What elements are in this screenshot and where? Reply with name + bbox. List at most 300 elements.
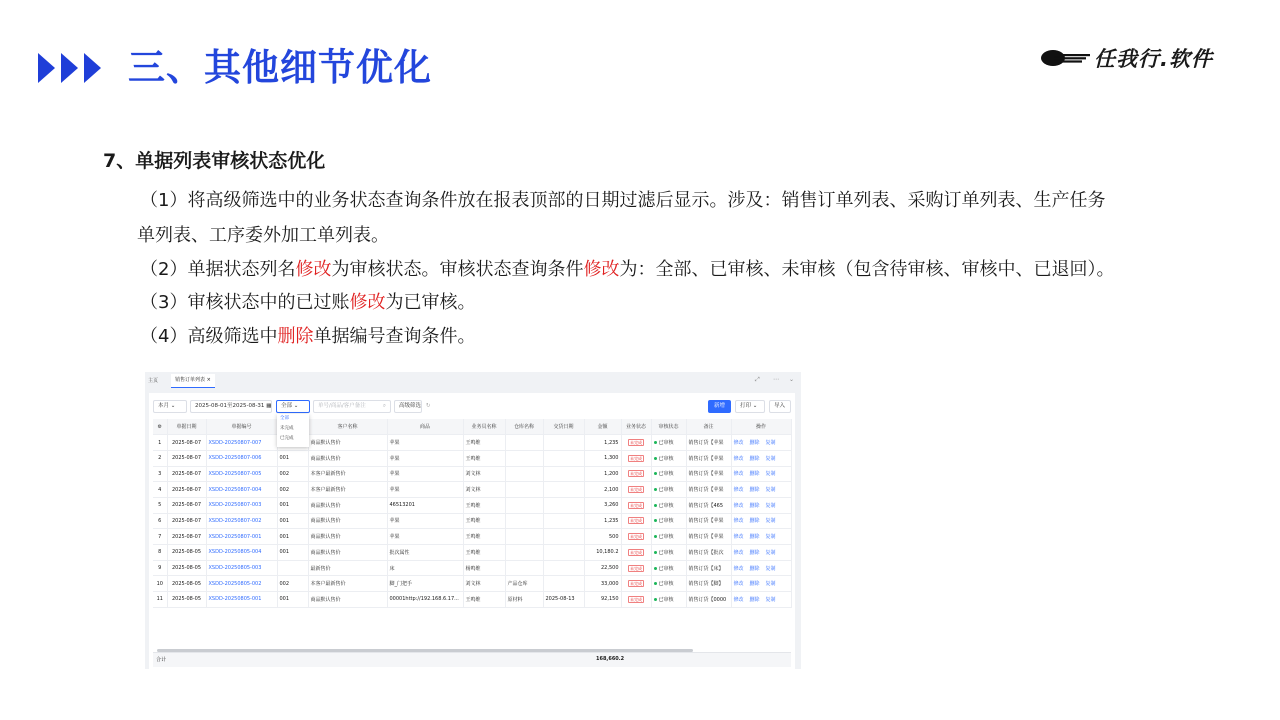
table-row[interactable] xyxy=(153,497,791,513)
row-business-status xyxy=(621,560,651,576)
row-warehouse xyxy=(505,435,543,451)
row-business-status xyxy=(621,513,651,529)
dropdown-option-unfinished[interactable]: 未完成 xyxy=(280,426,294,431)
copy-button[interactable]: 复制 xyxy=(765,596,776,603)
row-warehouse xyxy=(505,529,543,545)
row-salesperson: 杨鸣维 xyxy=(463,560,505,576)
row-salesperson: 刘文林 xyxy=(463,466,505,482)
row-amount: 1,235 xyxy=(584,435,621,451)
p2-highlight-modify-1: 修改 xyxy=(295,259,332,280)
copy-button[interactable]: 复制 xyxy=(765,565,776,572)
row-actions xyxy=(731,576,791,592)
row-amount: 2,100 xyxy=(584,482,621,498)
edit-button[interactable]: 修改 xyxy=(733,455,744,462)
row-amount: 22,500 xyxy=(584,560,621,576)
row-goods: 苹果 xyxy=(387,466,463,482)
row-number: 11 xyxy=(153,592,167,608)
row-goods: 00001http://192.168.6.17... xyxy=(387,592,463,608)
title-arrows-icon xyxy=(38,53,101,83)
row-date: 2025-08-05 xyxy=(167,545,206,561)
copy-button[interactable]: 复制 xyxy=(765,581,776,588)
p4-text-a: （4）高级筛选中 xyxy=(140,326,278,347)
row-audit-status xyxy=(651,560,686,576)
row-audit-status xyxy=(651,450,686,466)
dropdown-option-all[interactable]: 全部 xyxy=(280,416,289,421)
row-warehouse xyxy=(505,513,543,529)
period-select-value: 本月 xyxy=(158,403,170,409)
search-input[interactable] xyxy=(313,400,391,413)
row-salesperson: 王鸣维 xyxy=(463,513,505,529)
row-order-code-link[interactable]: XSDD-20250807-002 xyxy=(206,513,277,529)
status-dot-icon xyxy=(654,472,657,475)
row-due-date xyxy=(543,497,584,513)
audit-status-text: 已审核 xyxy=(658,518,674,525)
status-dot-icon xyxy=(654,535,657,538)
audit-status-text: 已审核 xyxy=(658,549,674,556)
row-customer-name: 本客户最新售价 xyxy=(308,482,387,498)
row-salesperson: 刘文林 xyxy=(463,482,505,498)
row-order-code-link[interactable]: XSDD-20250805-002 xyxy=(206,576,277,592)
row-audit-status xyxy=(651,576,686,592)
expand-icon[interactable]: ⤢ xyxy=(755,376,760,383)
print-button-label: 打印 xyxy=(740,403,752,409)
p2-text-e: 为：全部、已审核、未审核（包含待审核、审核中、已退回）。 xyxy=(619,259,1115,280)
row-goods: 苹果 xyxy=(387,529,463,545)
row-warehouse xyxy=(505,466,543,482)
audit-status-text: 已审核 xyxy=(658,471,674,478)
row-order-code-link[interactable]: XSDD-20250805-001 xyxy=(206,592,277,608)
edit-button[interactable]: 修改 xyxy=(733,518,744,525)
row-actions xyxy=(731,466,791,482)
row-remark: 销售订货【批次 xyxy=(686,545,731,561)
row-amount: 1,235 xyxy=(584,513,621,529)
import-button[interactable]: 导入 xyxy=(769,400,791,413)
row-actions xyxy=(731,513,791,529)
row-business-status xyxy=(621,466,651,482)
row-actions xyxy=(731,529,791,545)
status-dot-icon xyxy=(654,567,657,570)
row-customer-name: 商品默认售价 xyxy=(308,513,387,529)
row-remark: 销售订货【0000 xyxy=(686,592,731,608)
p2-highlight-modify-2: 修改 xyxy=(583,259,620,280)
status-badge: 未完成 xyxy=(630,440,642,446)
order-table xyxy=(153,419,792,608)
row-warehouse: 原材料 xyxy=(505,592,543,608)
edit-button[interactable]: 修改 xyxy=(733,596,744,603)
row-remark: 销售订货【脚】 xyxy=(686,576,731,592)
row-business-status xyxy=(621,545,651,561)
row-audit-status xyxy=(651,545,686,561)
row-goods: 46513201 xyxy=(387,497,463,513)
audit-status-text: 已审核 xyxy=(658,487,674,494)
copy-button[interactable]: 复制 xyxy=(765,487,776,494)
row-customer-name: 商品默认售价 xyxy=(308,529,387,545)
row-date: 2025-08-05 xyxy=(167,560,206,576)
row-due-date xyxy=(543,450,584,466)
table-header xyxy=(153,419,791,435)
status-badge: 未完成 xyxy=(630,565,642,571)
tab-home[interactable]: 主页 xyxy=(148,378,159,384)
advanced-filter-button[interactable]: 高级筛选 xyxy=(394,400,422,413)
row-order-code-link[interactable]: XSDD-20250807-007 xyxy=(206,435,277,451)
audit-status-text: 已审核 xyxy=(658,440,674,447)
row-actions xyxy=(731,482,791,498)
list-panel xyxy=(149,393,795,669)
row-due-date xyxy=(543,466,584,482)
copy-button[interactable]: 复制 xyxy=(765,534,776,541)
edit-button[interactable]: 修改 xyxy=(733,502,744,509)
delete-button[interactable]: 删除 xyxy=(749,502,760,509)
row-order-code-link[interactable]: XSDD-20250805-003 xyxy=(206,560,277,576)
date-range-picker[interactable] xyxy=(190,400,272,413)
row-number: 5 xyxy=(153,497,167,513)
col-header-code[interactable]: 单据编号 xyxy=(206,419,277,435)
footer-total-amount: 168,660.2 xyxy=(596,656,625,662)
chevron-down-icon: ⌄ xyxy=(293,403,299,409)
status-dot-icon xyxy=(654,598,657,601)
table-row[interactable] xyxy=(153,592,791,608)
audit-status-text: 已审核 xyxy=(658,581,674,588)
p4-highlight-delete: 删除 xyxy=(277,326,314,347)
print-button[interactable] xyxy=(735,400,765,413)
row-salesperson: 刘文林 xyxy=(463,576,505,592)
logo-text: 任我行.软件 xyxy=(1094,47,1213,71)
section-heading: 7、单据列表审核状态优化 xyxy=(103,150,326,172)
status-dot-icon xyxy=(654,488,657,491)
row-actions xyxy=(731,450,791,466)
row-amount: 1,200 xyxy=(584,466,621,482)
p3-highlight-modify: 修改 xyxy=(349,292,386,313)
row-date: 2025-08-05 xyxy=(167,592,206,608)
delete-button[interactable]: 删除 xyxy=(749,534,760,541)
row-customer-name: 商品默认售价 xyxy=(308,450,387,466)
row-actions xyxy=(731,435,791,451)
row-order-code-link[interactable]: XSDD-20250807-003 xyxy=(206,497,277,513)
row-number: 2 xyxy=(153,450,167,466)
p3-text-c: 为已审核。 xyxy=(385,292,476,313)
status-badge: 未完成 xyxy=(630,549,642,555)
col-header-amount[interactable]: 金额 xyxy=(584,419,621,435)
row-business-status xyxy=(621,576,651,592)
row-audit-status xyxy=(651,529,686,545)
row-due-date xyxy=(543,576,584,592)
row-customer-code: 002 xyxy=(277,482,308,498)
audit-status-select[interactable] xyxy=(276,400,310,413)
p2-text-c: 为审核状态。审核状态查询条件 xyxy=(331,259,584,280)
row-order-code-link[interactable]: XSDD-20250807-001 xyxy=(206,529,277,545)
row-customer-code: 001 xyxy=(277,529,308,545)
p4-text-c: 单据编号查询条件。 xyxy=(313,326,476,347)
audit-status-text: 已审核 xyxy=(658,534,674,541)
chevron-down-icon[interactable]: ⌄ xyxy=(789,376,795,383)
table-row[interactable] xyxy=(153,560,791,576)
paragraph-2 xyxy=(140,258,1114,282)
table-row[interactable] xyxy=(153,529,791,545)
row-goods: 苹果 xyxy=(387,482,463,498)
status-dot-icon xyxy=(654,457,657,460)
row-order-code-link[interactable]: XSDD-20250807-005 xyxy=(206,466,277,482)
row-business-status xyxy=(621,592,651,608)
paragraph-1-line-1: （1）将高级筛选中的业务状态查询条件放在报表顶部的日期过滤后显示。涉及：销售订单列表、采购订单列表、生产任务 xyxy=(140,190,1106,211)
status-badge: 未完成 xyxy=(630,502,642,508)
col-header-audit-status[interactable]: 审核状态 xyxy=(651,419,686,435)
p2-text-a: （2）单据状态列名 xyxy=(140,259,296,280)
col-header-date[interactable]: 单据日期 xyxy=(167,419,206,435)
row-amount: 3,260 xyxy=(584,497,621,513)
col-header-salesperson[interactable]: 业务员名称 xyxy=(463,419,505,435)
row-date: 2025-08-07 xyxy=(167,450,206,466)
edit-button[interactable]: 修改 xyxy=(733,565,744,572)
row-order-code-link[interactable]: XSDD-20250807-004 xyxy=(206,482,277,498)
delete-button[interactable]: 删除 xyxy=(749,471,760,478)
row-customer-name: 本客户最新售价 xyxy=(308,576,387,592)
table-row[interactable] xyxy=(153,576,791,592)
row-amount: 10,180.2 xyxy=(584,545,621,561)
status-dot-icon xyxy=(654,582,657,585)
row-due-date xyxy=(543,482,584,498)
status-dot-icon xyxy=(654,504,657,507)
row-due-date xyxy=(543,513,584,529)
table-footer xyxy=(153,652,791,667)
audit-status-text: 已审核 xyxy=(658,455,674,462)
row-customer-code: 002 xyxy=(277,466,308,482)
row-amount: 1,300 xyxy=(584,450,621,466)
row-customer-name: 商品默认售价 xyxy=(308,545,387,561)
delete-button[interactable]: 删除 xyxy=(749,565,760,572)
row-audit-status xyxy=(651,435,686,451)
row-salesperson: 王鸣维 xyxy=(463,545,505,561)
row-due-date xyxy=(543,560,584,576)
sales-order-list-screenshot xyxy=(145,372,801,669)
col-header-business-status[interactable]: 业务状态 xyxy=(621,419,651,435)
row-remark: 销售订货【苹果 xyxy=(686,482,731,498)
status-badge: 未完成 xyxy=(630,471,642,477)
copy-button[interactable]: 复制 xyxy=(765,502,776,509)
refresh-icon[interactable]: ↻ xyxy=(426,403,431,409)
copy-button[interactable]: 复制 xyxy=(765,549,776,556)
row-audit-status xyxy=(651,592,686,608)
status-badge: 未完成 xyxy=(630,487,642,493)
delete-button[interactable]: 删除 xyxy=(749,455,760,462)
audit-status-select-value: 全部 xyxy=(281,403,293,409)
edit-button[interactable]: 修改 xyxy=(733,534,744,541)
row-number: 8 xyxy=(153,545,167,561)
chevron-down-icon: ⌄ xyxy=(170,403,176,409)
status-badge: 未完成 xyxy=(630,581,642,587)
row-remark: 销售订货【苹果 xyxy=(686,513,731,529)
row-order-code-link[interactable]: XSDD-20250805-004 xyxy=(206,545,277,561)
column-settings-icon[interactable]: ⚙ xyxy=(153,419,167,435)
table-row[interactable] xyxy=(153,482,791,498)
row-warehouse xyxy=(505,497,543,513)
row-due-date xyxy=(543,435,584,451)
delete-button[interactable]: 删除 xyxy=(749,518,760,525)
row-salesperson: 王鸣维 xyxy=(463,435,505,451)
tab-sales-order-list[interactable] xyxy=(171,374,215,388)
edit-button[interactable]: 修改 xyxy=(733,549,744,556)
status-badge: 未完成 xyxy=(630,596,642,602)
row-audit-status xyxy=(651,466,686,482)
delete-button[interactable]: 删除 xyxy=(749,596,760,603)
row-remark: 销售订货【苹果 xyxy=(686,466,731,482)
row-customer-name: 最新售价 xyxy=(308,560,387,576)
paragraph-3 xyxy=(140,291,475,315)
audit-status-text: 已审核 xyxy=(658,502,674,509)
row-goods: 苹果 xyxy=(387,435,463,451)
row-warehouse: 产品仓库 xyxy=(505,576,543,592)
delete-button[interactable]: 删除 xyxy=(749,581,760,588)
search-input-placeholder: 单号/商品/客户备注 xyxy=(318,403,366,409)
copy-button[interactable]: 复制 xyxy=(765,440,776,447)
row-goods: 苹果 xyxy=(387,450,463,466)
col-header-due-date[interactable]: 交货日期 xyxy=(543,419,584,435)
row-customer-code: 001 xyxy=(277,545,308,561)
row-goods: 苹果 xyxy=(387,513,463,529)
row-order-code-link[interactable]: XSDD-20250807-006 xyxy=(206,450,277,466)
row-date: 2025-08-07 xyxy=(167,529,206,545)
row-customer-code: 001 xyxy=(277,513,308,529)
row-warehouse xyxy=(505,560,543,576)
col-header-warehouse[interactable]: 仓库名称 xyxy=(505,419,543,435)
row-number: 4 xyxy=(153,482,167,498)
audit-status-text: 已审核 xyxy=(658,596,674,603)
row-due-date xyxy=(543,529,584,545)
tab-sales-order-list-label: 销售订单列表 xyxy=(175,377,206,383)
copy-button[interactable]: 复制 xyxy=(765,455,776,462)
row-remark: 销售订货【苹果 xyxy=(686,435,731,451)
row-business-status xyxy=(621,435,651,451)
row-warehouse xyxy=(505,545,543,561)
row-number: 9 xyxy=(153,560,167,576)
status-badge: 未完成 xyxy=(630,518,642,524)
table-row[interactable] xyxy=(153,450,791,466)
row-customer-name: 商品默认售价 xyxy=(308,592,387,608)
table-body xyxy=(153,435,791,608)
status-dot-icon xyxy=(654,551,657,554)
col-header-goods[interactable]: 商品 xyxy=(387,419,463,435)
col-header-actions: 操作 xyxy=(731,419,791,435)
paragraph-1-line-2: 单列表、工序委外加工单列表。 xyxy=(137,225,389,246)
row-warehouse xyxy=(505,450,543,466)
edit-button[interactable]: 修改 xyxy=(733,581,744,588)
status-badge: 未完成 xyxy=(630,534,642,540)
row-actions xyxy=(731,497,791,513)
row-amount: 92,150 xyxy=(584,592,621,608)
table-row[interactable] xyxy=(153,466,791,482)
row-due-date: 2025-08-13 xyxy=(543,592,584,608)
row-actions xyxy=(731,560,791,576)
row-business-status xyxy=(621,529,651,545)
row-audit-status xyxy=(651,482,686,498)
delete-button[interactable]: 删除 xyxy=(749,549,760,556)
new-button[interactable]: 新增 xyxy=(708,400,731,413)
more-icon[interactable]: ⋯ xyxy=(773,376,779,383)
col-header-remark[interactable]: 备注 xyxy=(686,419,731,435)
table-row[interactable] xyxy=(153,435,791,451)
slide-title: 三、其他细节优化 xyxy=(128,46,432,89)
row-date: 2025-08-07 xyxy=(167,466,206,482)
edit-button[interactable]: 修改 xyxy=(733,471,744,478)
row-date: 2025-08-07 xyxy=(167,482,206,498)
tab-close-icon[interactable]: × xyxy=(206,377,211,383)
table-row[interactable] xyxy=(153,545,791,561)
p3-text-a: （3）审核状态中的已过账 xyxy=(140,292,350,313)
row-date: 2025-08-07 xyxy=(167,513,206,529)
logo-mark-icon xyxy=(1040,45,1094,71)
row-audit-status xyxy=(651,513,686,529)
row-customer-code: 001 xyxy=(277,450,308,466)
row-amount: 500 xyxy=(584,529,621,545)
dropdown-option-finished[interactable]: 已完成 xyxy=(280,436,294,441)
row-customer-code: 001 xyxy=(277,592,308,608)
row-date: 2025-08-07 xyxy=(167,497,206,513)
row-number: 10 xyxy=(153,576,167,592)
delete-button[interactable]: 删除 xyxy=(749,440,760,447)
row-customer-name: 商品默认售价 xyxy=(308,435,387,451)
row-audit-status xyxy=(651,497,686,513)
row-remark: 销售订货【苹果 xyxy=(686,450,731,466)
status-dot-icon xyxy=(654,519,657,522)
row-salesperson: 王鸣维 xyxy=(463,529,505,545)
edit-button[interactable]: 修改 xyxy=(733,487,744,494)
audit-status-text: 已审核 xyxy=(658,565,674,572)
audit-status-dropdown xyxy=(277,414,309,447)
row-customer-code: 001 xyxy=(277,497,308,513)
row-date: 2025-08-07 xyxy=(167,435,206,451)
row-amount: 33,000 xyxy=(584,576,621,592)
status-dot-icon xyxy=(654,441,657,444)
tab-bar xyxy=(145,372,801,390)
paragraph-4 xyxy=(140,325,475,349)
row-customer-name: 商品默认售价 xyxy=(308,497,387,513)
calendar-icon: ▦ xyxy=(266,403,272,409)
copy-button[interactable]: 复制 xyxy=(765,471,776,478)
row-warehouse xyxy=(505,482,543,498)
row-remark: 销售订货【465 xyxy=(686,497,731,513)
status-badge: 未完成 xyxy=(630,455,642,461)
company-logo xyxy=(1040,44,1250,72)
search-icon: ⌕ xyxy=(382,403,386,409)
row-date: 2025-08-05 xyxy=(167,576,206,592)
edit-button[interactable]: 修改 xyxy=(733,440,744,447)
row-business-status xyxy=(621,450,651,466)
row-number: 1 xyxy=(153,435,167,451)
row-number: 7 xyxy=(153,529,167,545)
row-due-date xyxy=(543,545,584,561)
copy-button[interactable]: 复制 xyxy=(765,518,776,525)
footer-total-label: 合计 xyxy=(156,657,167,663)
row-salesperson: 王鸣维 xyxy=(463,497,505,513)
row-number: 3 xyxy=(153,466,167,482)
row-customer-name: 本客户最新售价 xyxy=(308,466,387,482)
delete-button[interactable]: 删除 xyxy=(749,487,760,494)
col-header-customer[interactable]: 客户名称 xyxy=(308,419,387,435)
row-business-status xyxy=(621,497,651,513)
row-salesperson: 王鸣维 xyxy=(463,450,505,466)
period-select[interactable] xyxy=(153,400,187,413)
row-remark: 销售订货【床】 xyxy=(686,560,731,576)
row-customer-code: 002 xyxy=(277,576,308,592)
table-row[interactable] xyxy=(153,513,791,529)
row-goods: 床 xyxy=(387,560,463,576)
row-actions xyxy=(731,545,791,561)
row-goods: 批次属性 xyxy=(387,545,463,561)
row-number: 6 xyxy=(153,513,167,529)
row-remark: 销售订货【苹果 xyxy=(686,529,731,545)
date-range-value: 2025-08-01至2025-08-31 xyxy=(195,403,265,409)
row-actions xyxy=(731,592,791,608)
row-salesperson: 王鸣维 xyxy=(463,592,505,608)
